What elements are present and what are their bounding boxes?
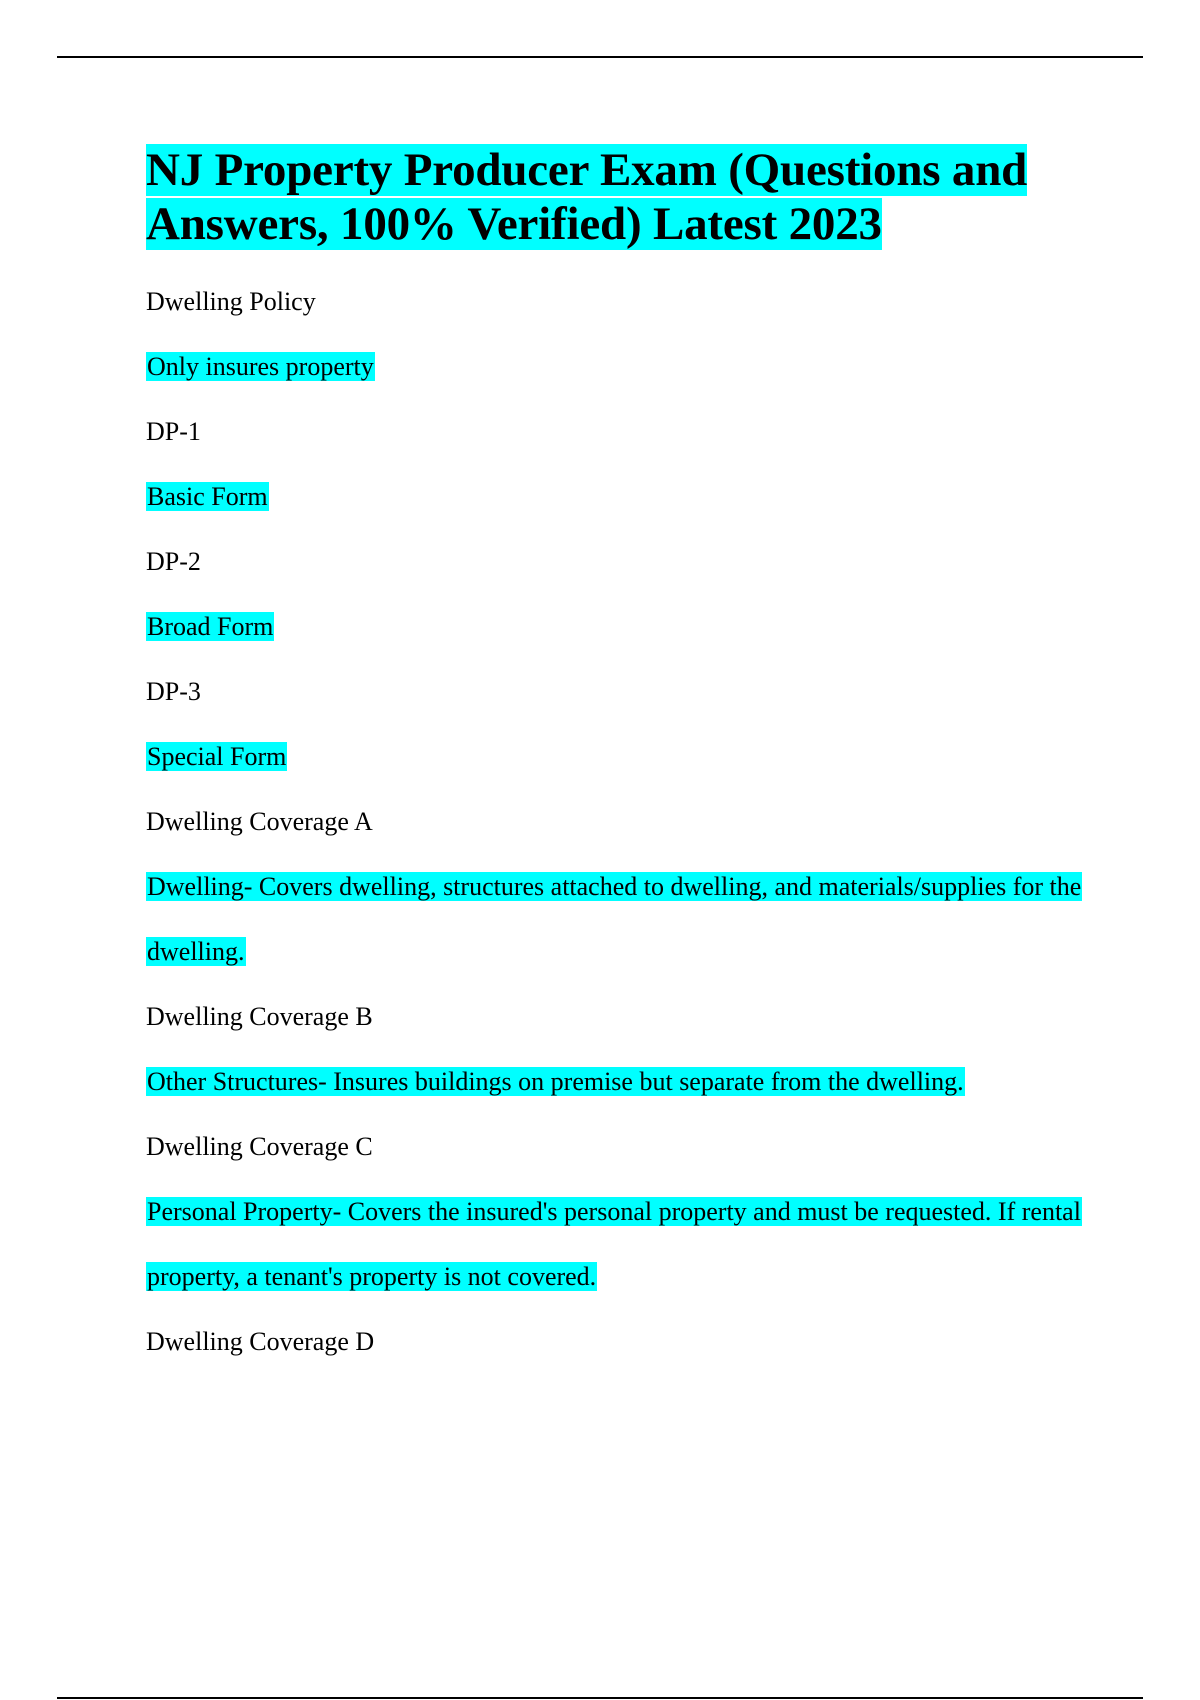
answer-line: Broad Form: [147, 612, 274, 641]
header-rule: [57, 56, 1143, 58]
answer-line: Special Form: [147, 742, 287, 771]
term-line: Dwelling Coverage A: [146, 807, 373, 836]
answer-line: Only insures property: [147, 352, 374, 381]
document-title: [146, 143, 1106, 251]
answer-line: Dwelling- Covers dwelling, structures attached to dwelling, and materials/supplies for the dwelling.: [147, 872, 1082, 966]
qa-list: [146, 269, 1106, 1374]
term-line: DP-1: [146, 417, 201, 446]
answer-line: Other Structures- Insures buildings on premise but separate from the dwelling.: [147, 1067, 964, 1096]
answer-line: Personal Property- Covers the insured's personal property and must be requested. If rental property, a tenant's property is not covered.: [147, 1197, 1081, 1291]
term-line: DP-3: [146, 677, 201, 706]
term-line: Dwelling Coverage B: [146, 1002, 373, 1031]
term-line: DP-2: [146, 547, 201, 576]
term-line: Dwelling Policy: [146, 287, 316, 316]
answer-line: Basic Form: [147, 482, 268, 511]
term-line: Dwelling Coverage D: [146, 1327, 375, 1356]
footer-rule: [57, 1697, 1143, 1699]
term-line: Dwelling Coverage C: [146, 1132, 373, 1161]
title-highlight: NJ Property Producer Exam (Questions and Answers, 100% Verified) Latest 2023: [146, 144, 1028, 250]
document-body: [146, 143, 1106, 1374]
